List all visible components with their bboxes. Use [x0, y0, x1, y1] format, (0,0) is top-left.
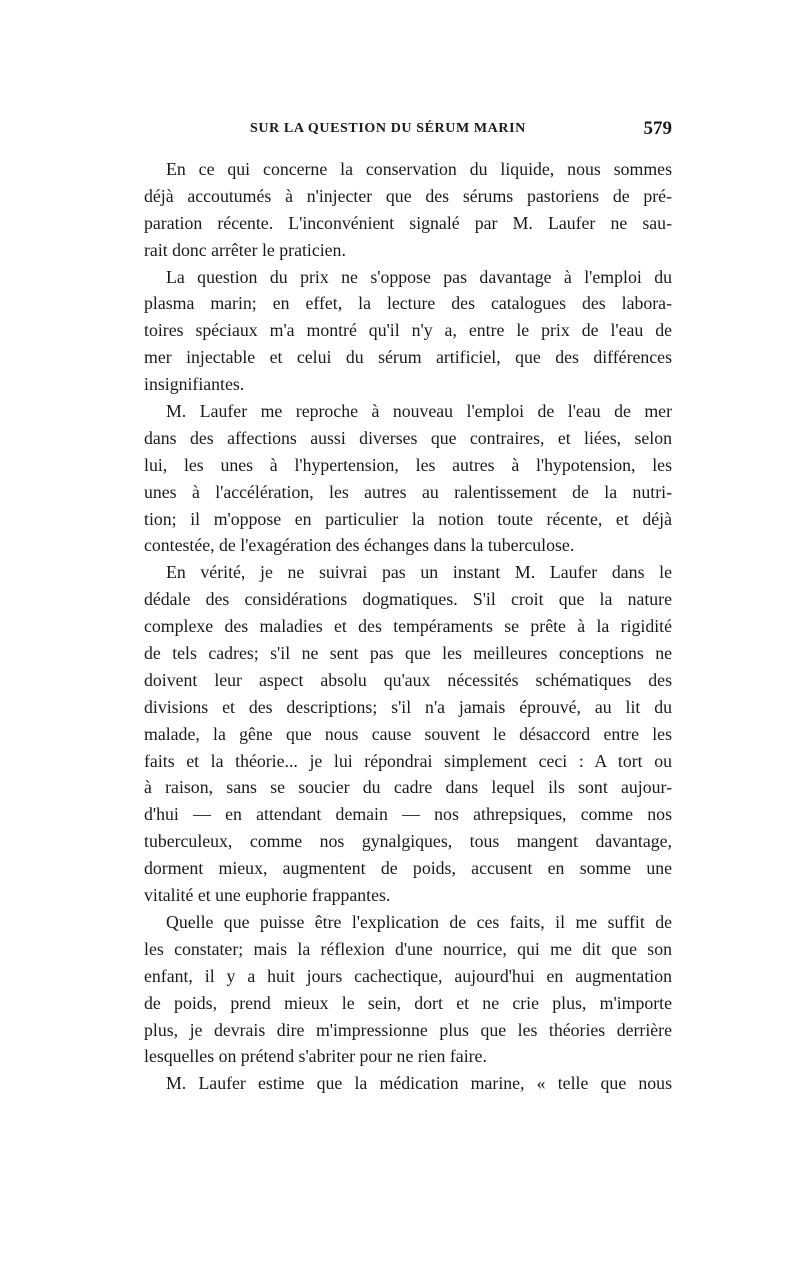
text-line: de tels cadres; s'il ne sent pas que les meilleures conceptions ne	[144, 643, 672, 664]
text-line: Quelle que puisse être l'explication de ces faits, il me suffit de	[166, 911, 672, 932]
text-line: enfant, il y a huit jours cachectique, aujourd'hui en augmentation	[144, 965, 672, 986]
text-line: dorment mieux, augmentent de poids, accusent en somme une	[144, 858, 672, 879]
text-line: insignifiantes.	[144, 374, 245, 395]
text-line: dans des affections aussi diverses que contraires, et liées, selon	[144, 427, 672, 448]
text-line: vitalité et une euphorie frappantes.	[144, 885, 391, 906]
text-line: unes à l'accélération, les autres au ralentissement de la nutri-	[144, 481, 672, 502]
text-line: tion; il m'oppose en particulier la notion toute récente, et déjà	[144, 508, 672, 529]
text-line: contestée, de l'exagération des échanges dans la tuberculose.	[144, 535, 575, 556]
text-line: à raison, sans se soucier du cadre dans lequel ils sont aujour-	[144, 777, 672, 798]
text-line: rait donc arrêter le praticien.	[144, 239, 346, 260]
text-line: plus, je devrais dire m'impressionne plus que les théories derrière	[144, 1019, 672, 1040]
text-line: de poids, prend mieux le sein, dort et ne crie plus, m'importe	[144, 992, 672, 1013]
text-line: dédale des considérations dogmatiques. S'il croit que la nature	[144, 589, 672, 610]
text-line: En vérité, je ne suivrai pas un instant M. Laufer dans le	[166, 562, 672, 583]
text-line: complexe des maladies et des tempéraments se prête à la rigidité	[144, 616, 672, 637]
text-line: tuberculeux, comme nos gynalgiques, tous mangent davantage,	[144, 831, 672, 852]
text-line: plasma marin; en effet, la lecture des catalogues des labora-	[144, 293, 672, 314]
running-head	[144, 118, 672, 144]
text-line: déjà accoutumés à n'injecter que des sérums pastoriens de pré-	[144, 185, 672, 206]
text-line: En ce qui concerne la conservation du liquide, nous sommes	[166, 159, 672, 179]
text-line: lesquelles on prétend s'abriter pour ne rien faire.	[144, 1046, 487, 1067]
page-number: 579	[643, 118, 672, 139]
running-title: SUR LA QUESTION DU SÉRUM MARIN	[250, 121, 526, 136]
text-line: M. Laufer me reproche à nouveau l'emploi de l'eau de mer	[166, 401, 672, 422]
text-line: La question du prix ne s'oppose pas davantage à l'emploi du	[166, 266, 672, 287]
text-line: paration récente. L'inconvénient signalé par M. Laufer ne sau-	[144, 212, 672, 233]
text-line: mer injectable et celui du sérum artificiel, que des différences	[144, 347, 672, 368]
text-line: d'hui — en attendant demain — nos athrepsiques, comme nos	[144, 804, 672, 825]
text-line: M. Laufer estime que la médication marine, « telle que nous	[166, 1073, 672, 1094]
text-line: toires spéciaux m'a montré qu'il n'y a, entre le prix de l'eau de	[144, 320, 672, 341]
text-line: faits et la théorie... je lui répondrai simplement ceci : A tort ou	[144, 750, 672, 771]
text-line: malade, la gêne que nous cause souvent le désaccord entre les	[144, 723, 672, 744]
text-line: les constater; mais la réflexion d'une nourrice, qui me dit que son	[144, 938, 672, 959]
text-line: divisions et des descriptions; s'il n'a jamais éprouvé, au lit du	[144, 696, 672, 717]
text-line: doivent leur aspect absolu qu'aux nécessités schématiques des	[144, 669, 672, 690]
body-text	[144, 156, 672, 1097]
text-line: lui, les unes à l'hypertension, les autres à l'hypotension, les	[144, 454, 672, 475]
